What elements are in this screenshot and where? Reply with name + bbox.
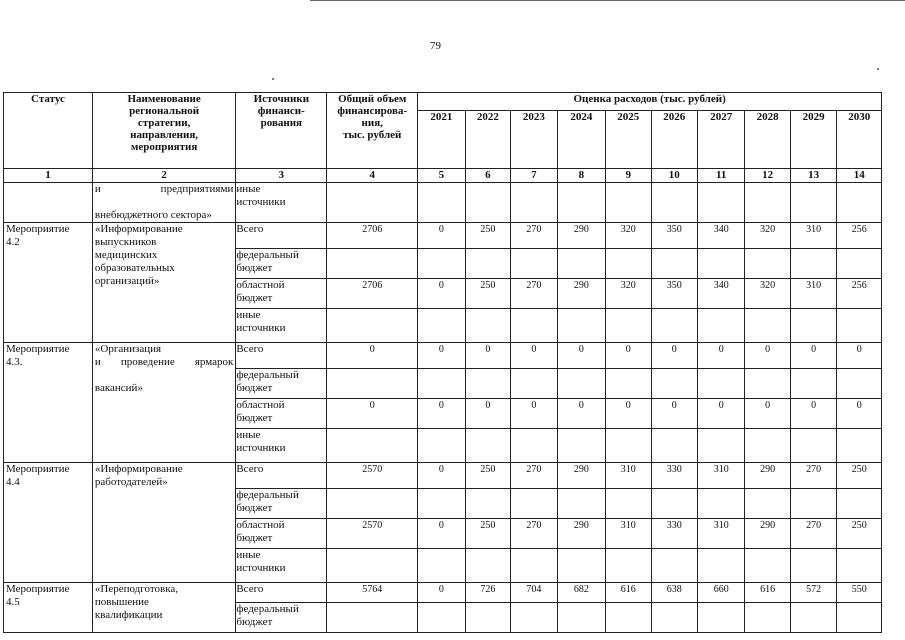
year-value-cell: 638 — [651, 583, 697, 603]
column-index-cell: 4 — [327, 169, 418, 183]
year-value-cell: 320 — [606, 223, 651, 249]
source-cell: федеральный бюджет — [236, 603, 327, 633]
year-value-cell — [651, 429, 697, 463]
measure-name-cell: «Организация и проведение ярмарок вакансий» — [92, 343, 235, 463]
year-value-cell: 270 — [511, 223, 557, 249]
year-value-cell: 290 — [557, 519, 605, 549]
year-value-cell — [745, 549, 790, 583]
year-value-cell: 0 — [418, 583, 465, 603]
value-cell — [837, 183, 882, 223]
source-cell: Всего — [236, 583, 327, 603]
year-value-cell — [745, 249, 790, 279]
column-index-cell: 13 — [790, 169, 836, 183]
page-number: 79 — [430, 40, 441, 52]
measure-name-cell: «Информирование выпускников медицинских образовательных организаций» — [92, 223, 235, 343]
year-value-cell — [418, 249, 465, 279]
source-cell: иные источники — [236, 549, 327, 583]
year-value-cell: 0 — [557, 399, 605, 429]
year-value-cell: 704 — [511, 583, 557, 603]
year-value-cell: 572 — [790, 583, 836, 603]
value-cell — [511, 183, 557, 223]
measure-name-cell: «Переподготовка, повышение квалификации — [92, 583, 235, 633]
year-value-cell: 0 — [837, 399, 882, 429]
year-value-cell: 270 — [511, 519, 557, 549]
year-value-cell — [465, 603, 510, 633]
year-value-cell: 250 — [465, 279, 510, 309]
year-value-cell: 0 — [790, 399, 836, 429]
year-value-cell — [511, 489, 557, 519]
year-value-cell — [745, 429, 790, 463]
year-value-cell — [511, 309, 557, 343]
year-value-cell — [745, 309, 790, 343]
year-value-cell: 0 — [465, 399, 510, 429]
year-value-cell — [557, 249, 605, 279]
year-value-cell: 250 — [837, 519, 882, 549]
year-value-cell: 320 — [745, 279, 790, 309]
year-value-cell: 250 — [465, 463, 510, 489]
total-cell: 2706 — [327, 223, 418, 249]
year-value-cell: 616 — [606, 583, 651, 603]
top-rule — [310, 0, 905, 1]
header-year: 2024 — [557, 111, 605, 169]
year-value-cell — [606, 549, 651, 583]
year-value-cell: 290 — [745, 463, 790, 489]
year-value-cell: 250 — [465, 519, 510, 549]
value-cell — [745, 183, 790, 223]
source-cell: федеральный бюджет — [236, 249, 327, 279]
source-cell: иные источники — [236, 309, 327, 343]
year-value-cell — [465, 429, 510, 463]
year-value-cell — [606, 429, 651, 463]
header-year: 2023 — [511, 111, 557, 169]
year-value-cell — [837, 369, 882, 399]
year-value-cell: 290 — [557, 463, 605, 489]
year-value-cell — [651, 369, 697, 399]
header-sources: Источники финанси- рования — [236, 93, 327, 169]
year-value-cell: 0 — [606, 343, 651, 369]
column-index-cell: 14 — [837, 169, 882, 183]
year-value-cell: 330 — [651, 519, 697, 549]
year-value-cell — [745, 369, 790, 399]
total-cell — [327, 429, 418, 463]
year-value-cell: 0 — [511, 399, 557, 429]
total-cell — [327, 549, 418, 583]
column-index-cell: 6 — [465, 169, 510, 183]
year-value-cell: 310 — [790, 223, 836, 249]
year-value-cell: 310 — [606, 463, 651, 489]
header-year: 2030 — [837, 111, 882, 169]
year-value-cell: 290 — [557, 223, 605, 249]
year-value-cell — [745, 603, 790, 633]
year-value-cell — [790, 549, 836, 583]
year-value-cell — [697, 429, 744, 463]
year-value-cell: 270 — [511, 463, 557, 489]
year-value-cell: 310 — [697, 463, 744, 489]
source-cell: иные источники — [236, 429, 327, 463]
year-value-cell — [651, 309, 697, 343]
year-value-cell: 682 — [557, 583, 605, 603]
source-cell: федеральный бюджет — [236, 369, 327, 399]
year-value-cell: 0 — [418, 223, 465, 249]
status-cell: Мероприятие 4.2 — [4, 223, 93, 343]
year-value-cell: 0 — [557, 343, 605, 369]
year-value-cell: 270 — [790, 519, 836, 549]
year-value-cell — [697, 549, 744, 583]
year-value-cell — [557, 549, 605, 583]
year-value-cell — [511, 549, 557, 583]
year-value-cell — [511, 603, 557, 633]
header-name: Наименование региональной стратегии, направления, мероприятия — [92, 93, 235, 169]
expense-table — [3, 92, 882, 633]
value-cell — [651, 183, 697, 223]
table-row — [4, 343, 882, 369]
column-index-cell: 9 — [606, 169, 651, 183]
year-value-cell: 330 — [651, 463, 697, 489]
column-index-cell: 1 — [4, 169, 93, 183]
year-value-cell: 0 — [651, 399, 697, 429]
year-value-cell — [651, 603, 697, 633]
year-value-cell — [837, 309, 882, 343]
year-value-cell: 550 — [837, 583, 882, 603]
source-cell: Всего — [236, 223, 327, 249]
total-cell: 2570 — [327, 519, 418, 549]
status-cell: Мероприятие 4.5 — [4, 583, 93, 633]
year-value-cell — [606, 369, 651, 399]
year-value-cell: 0 — [745, 343, 790, 369]
source-cell: Всего — [236, 463, 327, 489]
year-value-cell — [651, 489, 697, 519]
year-value-cell — [465, 309, 510, 343]
value-cell — [557, 183, 605, 223]
value-cell — [606, 183, 651, 223]
year-value-cell — [511, 369, 557, 399]
year-value-cell — [418, 549, 465, 583]
header-year: 2026 — [651, 111, 697, 169]
year-value-cell — [606, 309, 651, 343]
year-value-cell: 270 — [511, 279, 557, 309]
year-value-cell: 660 — [697, 583, 744, 603]
year-value-cell — [790, 489, 836, 519]
year-value-cell: 340 — [697, 279, 744, 309]
year-value-cell: 320 — [606, 279, 651, 309]
year-value-cell: 0 — [465, 343, 510, 369]
header-year: 2027 — [697, 111, 744, 169]
column-index-cell: 12 — [745, 169, 790, 183]
source-cell: федеральный бюджет — [236, 489, 327, 519]
year-value-cell: 0 — [837, 343, 882, 369]
column-index-cell: 7 — [511, 169, 557, 183]
year-value-cell — [651, 549, 697, 583]
column-index-cell: 10 — [651, 169, 697, 183]
year-value-cell — [837, 429, 882, 463]
year-value-cell — [557, 369, 605, 399]
year-value-cell: 310 — [606, 519, 651, 549]
total-cell: 0 — [327, 399, 418, 429]
source-cell: иные источники — [236, 183, 327, 223]
year-value-cell — [697, 603, 744, 633]
status-cell: Мероприятие 4.3. — [4, 343, 93, 463]
source-cell: областной бюджет — [236, 519, 327, 549]
year-value-cell — [790, 249, 836, 279]
value-cell — [327, 183, 418, 223]
total-cell: 5764 — [327, 583, 418, 603]
source-cell: Всего — [236, 343, 327, 369]
year-value-cell — [606, 249, 651, 279]
year-value-cell: 250 — [465, 223, 510, 249]
value-cell — [465, 183, 510, 223]
table-row — [4, 223, 882, 249]
scan-speck — [272, 78, 274, 80]
column-index-cell: 5 — [418, 169, 465, 183]
total-cell — [327, 603, 418, 633]
year-value-cell: 270 — [790, 463, 836, 489]
year-value-cell — [465, 249, 510, 279]
total-cell: 2706 — [327, 279, 418, 309]
year-value-cell — [511, 249, 557, 279]
column-index-cell: 2 — [92, 169, 235, 183]
continuation-row — [4, 183, 882, 223]
value-cell — [418, 183, 465, 223]
year-value-cell: 0 — [418, 399, 465, 429]
year-value-cell: 340 — [697, 223, 744, 249]
year-value-cell — [837, 249, 882, 279]
header-total: Общий объем финансирова- ния, тыс. рублей — [327, 93, 418, 169]
year-value-cell: 256 — [837, 279, 882, 309]
year-value-cell: 0 — [697, 343, 744, 369]
source-cell: областной бюджет — [236, 399, 327, 429]
year-value-cell — [697, 489, 744, 519]
year-value-cell — [745, 489, 790, 519]
scan-speck — [877, 68, 879, 70]
year-value-cell: 310 — [697, 519, 744, 549]
source-cell: областной бюджет — [236, 279, 327, 309]
year-value-cell: 0 — [511, 343, 557, 369]
year-value-cell — [606, 603, 651, 633]
year-value-cell: 0 — [651, 343, 697, 369]
total-cell — [327, 489, 418, 519]
year-value-cell — [418, 489, 465, 519]
year-value-cell — [465, 549, 510, 583]
header-year: 2029 — [790, 111, 836, 169]
year-value-cell — [697, 369, 744, 399]
year-value-cell: 320 — [745, 223, 790, 249]
header-year: 2022 — [465, 111, 510, 169]
year-value-cell — [511, 429, 557, 463]
status-cell — [4, 183, 93, 223]
year-value-cell — [790, 369, 836, 399]
year-value-cell: 0 — [418, 279, 465, 309]
year-value-cell: 310 — [790, 279, 836, 309]
value-cell — [697, 183, 744, 223]
year-value-cell — [697, 309, 744, 343]
measure-name-cell: и предприятиями внебюджетного сектора» — [92, 183, 235, 223]
year-value-cell: 0 — [418, 463, 465, 489]
year-value-cell: 256 — [837, 223, 882, 249]
year-value-cell: 0 — [606, 399, 651, 429]
status-cell: Мероприятие 4.4 — [4, 463, 93, 583]
year-value-cell — [651, 249, 697, 279]
header-year: 2028 — [745, 111, 790, 169]
year-value-cell — [557, 603, 605, 633]
year-value-cell — [557, 429, 605, 463]
year-value-cell — [837, 489, 882, 519]
year-value-cell — [790, 429, 836, 463]
year-value-cell: 0 — [697, 399, 744, 429]
total-cell: 2570 — [327, 463, 418, 489]
year-value-cell: 0 — [790, 343, 836, 369]
year-value-cell — [790, 309, 836, 343]
column-index-cell: 8 — [557, 169, 605, 183]
column-index-cell: 3 — [236, 169, 327, 183]
year-value-cell — [418, 369, 465, 399]
year-value-cell: 0 — [418, 343, 465, 369]
measure-name-cell: «Информирование работодателей» — [92, 463, 235, 583]
header-year: 2021 — [418, 111, 465, 169]
year-value-cell — [418, 309, 465, 343]
table-row — [4, 463, 882, 489]
year-value-cell — [557, 489, 605, 519]
total-cell — [327, 249, 418, 279]
year-value-cell — [557, 309, 605, 343]
value-cell — [790, 183, 836, 223]
year-value-cell: 290 — [745, 519, 790, 549]
total-cell — [327, 369, 418, 399]
year-value-cell — [837, 549, 882, 583]
header-estimate: Оценка расходов (тыс. рублей) — [418, 93, 882, 111]
year-value-cell — [606, 489, 651, 519]
year-value-cell — [418, 429, 465, 463]
year-value-cell: 250 — [837, 463, 882, 489]
year-value-cell — [837, 603, 882, 633]
year-value-cell: 350 — [651, 279, 697, 309]
total-cell — [327, 309, 418, 343]
total-cell: 0 — [327, 343, 418, 369]
year-value-cell: 726 — [465, 583, 510, 603]
table-row — [4, 583, 882, 603]
year-value-cell: 0 — [745, 399, 790, 429]
year-value-cell — [465, 369, 510, 399]
year-value-cell: 290 — [557, 279, 605, 309]
year-value-cell — [465, 489, 510, 519]
year-value-cell — [697, 249, 744, 279]
header-status: Статус — [4, 93, 93, 169]
column-index-cell: 11 — [697, 169, 744, 183]
year-value-cell — [790, 603, 836, 633]
year-value-cell: 350 — [651, 223, 697, 249]
year-value-cell — [418, 603, 465, 633]
year-value-cell: 0 — [418, 519, 465, 549]
year-value-cell: 616 — [745, 583, 790, 603]
header-year: 2025 — [606, 111, 651, 169]
